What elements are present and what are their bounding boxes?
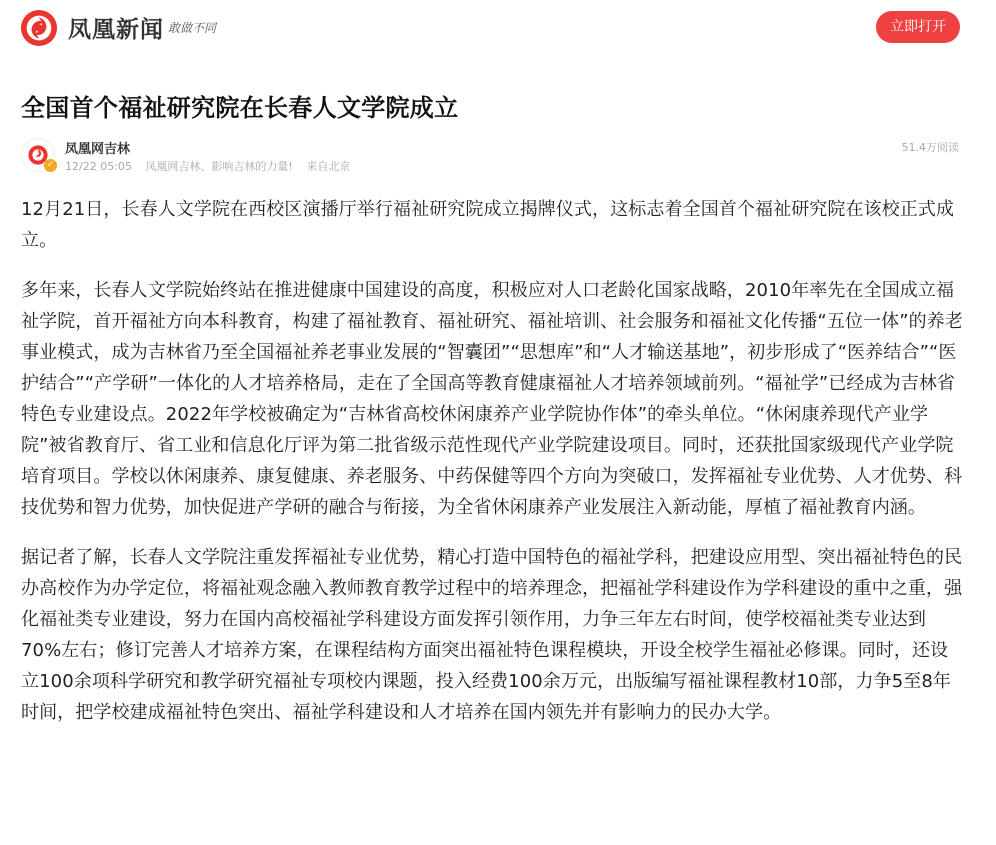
app-header [0, 0, 996, 56]
view-count: 51.4万阅读 [901, 141, 959, 154]
article-paragraph: 多年来，长春人文学院始终站在推进健康中国建设的高度，积极应对人口老龄化国家战略，2010年率先在全国成立福祉学院，首开福祉方向本科教育，构建了福祉教育、福祉研究、福祉培训、社会服务和福祉文化传播“五位一体”的养老事业模式，成为吉林省乃至全国福祉养老事业发展的“智囊团”“思想库”和“人才输送基地”，初步形成了“医养结合”“医护结合”“产学研”一体化的人才培养格局，走在了全国高等教育健康福祉人才培养领域前列。“福祉学”已经成为吉林省特色专业建设点。2022年学校被确定为“吉林省高校休闲康养产业学院协作体”的牵头单位。“休闲康养现代产业学院”被省教育厅、省工业和信息化厅评为第二批省级示范性现代产业学院建设项目。同时，还获批国家级现代产业学院培育项目。学校以休闲康养、康复健康、养老服务、中药保健等四个方向为突破口，发挥福祉专业优势、人才优势、科技优势和智力优势，加快促进产学研的融合与衔接，为全省休闲康养产业发展注入新动能，厚植了福祉教育内涵。 [21, 280, 963, 518]
article-source: 来自北京 [306, 160, 351, 173]
article-body [21, 194, 966, 747]
article-paragraph: 据记者了解，长春人文学院注重发挥福祉专业优势，精心打造中国特色的福祉学科，把建设应用型、突出福祉特色的民办高校作为办学定位，将福祉观念融入教师教育教学过程中的培养理念，把福祉学科建设作为学科建设的重中之重，强化福祉类专业建设，努力在国内高校福祉学科建设方面发挥引领作用，力争三年左右时间，使学校福祉类专业达到70%左右；修订完善人才培养方案，在课程结构方面突出福祉特色课程模块，开设全校学生福祉必修课。同时，还设立100余项科学研究和教学研究福祉专项校内课题，投入经费100余万元，出版编写福祉课程教材10部，力争5至8年时间，把学校建成福祉特色突出、福祉学科建设和人才培养在国内领先并有影响力的民办大学。 [21, 547, 963, 723]
author-name[interactable]: 凤凰网吉林 [65, 142, 131, 157]
author-description: 凤凰网吉林、影响吉林的力量! [145, 160, 293, 173]
verified-badge-icon: ✓ [44, 159, 57, 172]
article-title: 全国首个福祉研究院在长春人文学院成立 [21, 94, 459, 122]
brand-slogan: 敢做不同 [168, 21, 217, 35]
brand-name: 凤凰新闻 [68, 16, 164, 43]
phoenix-logo-icon [20, 9, 58, 47]
article-meta [65, 158, 360, 174]
publish-date: 12/22 05:05 [65, 160, 132, 173]
open-app-button[interactable]: 立即打开 [876, 11, 960, 43]
article-paragraph: 12月21日，长春人文学院在西校区演播厅举行福祉研究院成立揭牌仪式，这标志着全国首个福祉研究院在该校正式成立。 [21, 199, 955, 251]
author-bar [21, 137, 961, 173]
